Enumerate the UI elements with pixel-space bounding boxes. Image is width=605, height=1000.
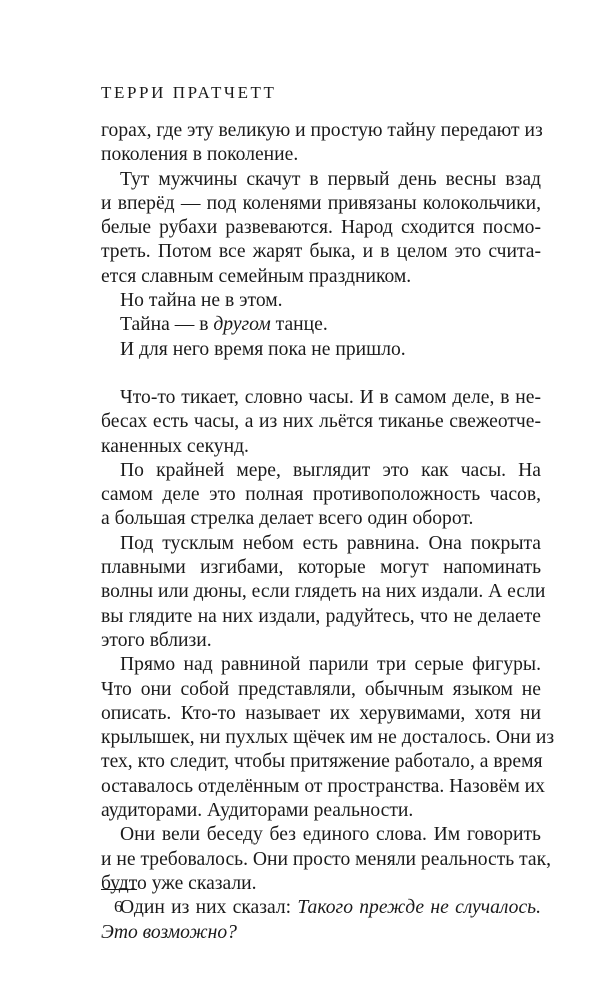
text-line: и вперёд — под коленями привязаны колокольчики, [101, 192, 541, 214]
text-line: самом деле это полная противоположность часов, [101, 484, 541, 506]
paragraph [101, 119, 541, 168]
running-head-author: ТЕРРИ ПРАТЧЕТТ [101, 83, 277, 102]
text-line: оставалось отделённым от пространства. Назовём их [101, 775, 545, 797]
paragraph [101, 896, 541, 945]
section-break [101, 362, 541, 386]
text-line: Они вели беседу без единого слова. Им говорить [120, 824, 541, 846]
paragraph [101, 338, 541, 362]
text-line: будто уже сказали. [101, 872, 257, 894]
text-line: треть. Потом все жарят быка, и в целом это счита- [101, 241, 541, 263]
text-line: и не требовалось. Они просто меняли реальность так, [101, 848, 552, 870]
text-line: крылышек, ни пухлых щёчек им не досталось. Они из [101, 727, 555, 749]
paragraph [101, 313, 541, 337]
text-line: аудиторами. Аудиторами реальности. [101, 800, 414, 822]
emphasis-text: Это возможно? [101, 921, 237, 943]
paragraph [101, 168, 541, 289]
emphasis-text: другом [213, 314, 271, 336]
paragraph [101, 459, 541, 532]
text-line: белые рубахи развеваются. Народ сходится посмо- [101, 217, 541, 239]
footer-rule [101, 889, 137, 890]
text-line: ется славным семейным праздником. [101, 265, 412, 287]
text-line: этого вблизи. [101, 629, 212, 651]
paragraph [101, 386, 541, 459]
text-line: Что-то тикает, словно часы. И в самом деле, в не- [120, 386, 541, 408]
text-line: Прямо над равниной парили три серые фигуры. [120, 654, 541, 676]
emphasis-text: Такого прежде не случалось. [297, 897, 541, 919]
text-line: плавными изгибами, которые могут напоминать [101, 557, 541, 579]
text-line: Что они собой представляли, обычным языком не [101, 678, 541, 700]
paragraph [101, 823, 552, 896]
paragraph [101, 653, 555, 823]
text-line: поколения в поколение. [101, 144, 299, 166]
body-text [101, 119, 555, 945]
text-line: Под тусклым небом есть равнина. Она покрыта [120, 532, 541, 554]
text-line: Тайна — в другом танце. [120, 314, 328, 336]
paragraph [101, 289, 541, 313]
text-line: тех, кто следит, чтобы притяжение работало, а время [101, 751, 543, 773]
text-line: И для него время пока не пришло. [120, 338, 406, 360]
text-line: каненных секунд. [101, 435, 249, 457]
text-line: Тут мужчины скачут в первый день весны взад [120, 168, 541, 190]
text-line: описать. Кто-то называет их херувимами, хотя ни [101, 702, 541, 724]
text-line [101, 921, 541, 945]
text-line: бесах есть часы, а из них льётся тиканье свежеотче- [101, 411, 541, 433]
text-line: волны или дюны, если глядеть на них издали. А если [101, 581, 546, 603]
text-line: Но тайна не в этом. [120, 290, 283, 312]
text-line: горах, где эту великую и простую тайну передают из [101, 120, 543, 141]
text-line: По крайней мере, выглядит это как часы. На [120, 459, 541, 481]
paragraph [101, 532, 546, 653]
text-line: Один из них сказал: Такого прежде не случалось. [120, 897, 541, 919]
page-number: 6 [114, 897, 123, 916]
text-line: вы глядите на них издали, радуйтесь, что не делаете [101, 605, 541, 627]
text-line: а большая стрелка делает всего один оборот. [101, 508, 474, 530]
